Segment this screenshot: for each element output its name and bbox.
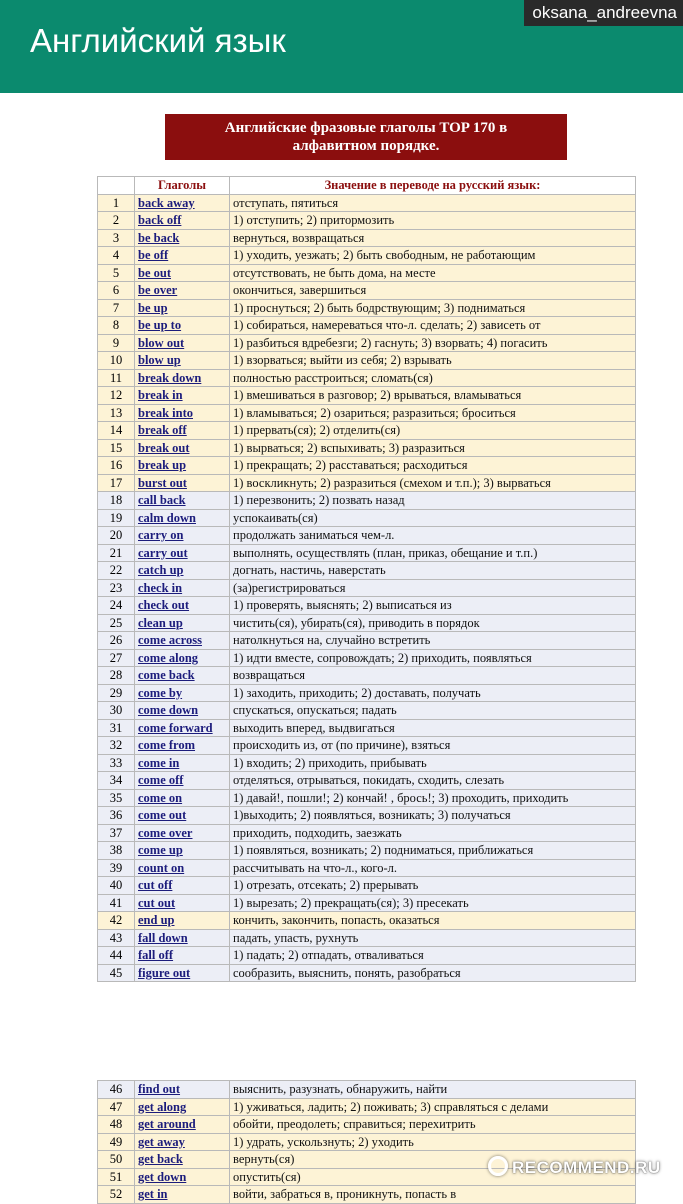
row-number: 36 <box>98 807 135 825</box>
table-row <box>98 859 636 877</box>
table-row <box>98 719 636 737</box>
verb-cell <box>135 527 230 545</box>
table-row <box>98 702 636 720</box>
row-number: 29 <box>98 684 135 702</box>
verb-link[interactable]: calm down <box>138 510 196 525</box>
verb-link[interactable]: break in <box>138 388 183 402</box>
verb-link[interactable]: come up <box>138 843 183 857</box>
row-number: 19 <box>98 509 135 527</box>
row-number: 51 <box>98 1168 135 1186</box>
verb-link[interactable]: come out <box>138 808 187 822</box>
row-number: 39 <box>98 859 135 877</box>
row-number: 48 <box>98 1116 135 1134</box>
meaning-cell: обойти, преодолеть; справиться; перехитрить <box>230 1116 636 1134</box>
verb-link[interactable]: be over <box>138 283 178 297</box>
meaning-cell: выходить вперед, выдвигаться <box>230 719 636 737</box>
row-number: 1 <box>98 194 135 212</box>
meaning-cell: 1) взорваться; выйти из себя; 2) взрывать <box>230 352 636 370</box>
verb-link[interactable]: come across <box>138 633 202 647</box>
table-row <box>98 947 636 965</box>
row-number: 13 <box>98 404 135 422</box>
table-row <box>98 387 636 405</box>
meaning-cell: (за)регистрироваться <box>230 579 636 597</box>
meaning-cell: 1) прервать(ся); 2) отделить(ся) <box>230 422 636 440</box>
verb-cell <box>135 737 230 755</box>
verb-cell <box>135 509 230 527</box>
meaning-cell: отсутствовать, не быть дома, на месте <box>230 264 636 282</box>
meaning-cell: чистить(ся), убирать(ся), приводить в порядок <box>230 614 636 632</box>
verb-link[interactable]: come from <box>138 738 196 752</box>
row-number: 23 <box>98 579 135 597</box>
verb-link[interactable]: be out <box>138 265 171 280</box>
verb-link[interactable]: carry on <box>138 528 184 542</box>
verb-cell <box>135 1151 230 1169</box>
verb-link[interactable]: clean up <box>138 615 183 630</box>
verb-cell <box>135 544 230 562</box>
table-row <box>98 964 636 982</box>
recommend-logo-icon <box>488 1156 508 1176</box>
table-row <box>98 404 636 422</box>
meaning-cell: войти, забраться в, проникнуть, попасть в <box>230 1186 636 1204</box>
table-row <box>98 194 636 212</box>
meaning-cell: 1) отрезать, отсекать; 2) прерывать <box>230 877 636 895</box>
meaning-cell: приходить, подходить, заезжать <box>230 824 636 842</box>
meaning-cell: 1) появляться, возникать; 2) подниматься, приближаться <box>230 842 636 860</box>
verb-link[interactable]: come on <box>138 790 183 805</box>
verb-link[interactable]: break into <box>138 405 193 420</box>
table-row <box>98 492 636 510</box>
table-row <box>98 667 636 685</box>
meaning-cell: выполнять, осуществлять (план, приказ, обещание и т.п.) <box>230 544 636 562</box>
verb-cell <box>135 877 230 895</box>
meaning-cell: спускаться, опускаться; падать <box>230 702 636 720</box>
meaning-cell: 1)выходить; 2) появляться, возникать; 3) получаться <box>230 807 636 825</box>
row-number: 21 <box>98 544 135 562</box>
row-number: 2 <box>98 212 135 230</box>
table-row <box>98 1186 636 1204</box>
verb-link[interactable]: get back <box>138 1152 183 1166</box>
verb-cell <box>135 404 230 422</box>
table-header-row <box>98 177 636 195</box>
table-row <box>98 264 636 282</box>
row-number: 6 <box>98 282 135 300</box>
verb-cell <box>135 947 230 965</box>
verb-link[interactable]: back away <box>138 195 195 210</box>
row-number: 17 <box>98 474 135 492</box>
meaning-cell: 1) вламываться; 2) озариться; разразиться; броситься <box>230 404 636 422</box>
verb-cell <box>135 562 230 580</box>
meaning-cell: 1) отступить; 2) притормозить <box>230 212 636 230</box>
verb-cell <box>135 702 230 720</box>
verb-cell <box>135 807 230 825</box>
meaning-cell: возвращаться <box>230 667 636 685</box>
meaning-cell: кончить, закончить, попасть, оказаться <box>230 912 636 930</box>
row-number: 28 <box>98 667 135 685</box>
verb-cell <box>135 894 230 912</box>
table-row <box>98 1081 636 1099</box>
table-row <box>98 1116 636 1134</box>
app-header <box>0 0 683 93</box>
row-number: 7 <box>98 299 135 317</box>
header-verbs-cell: Глаголы <box>135 177 230 195</box>
verb-link[interactable]: fall down <box>138 930 188 945</box>
meaning-cell: 1) падать; 2) отпадать, отваливаться <box>230 947 636 965</box>
verb-link[interactable]: carry out <box>138 545 188 560</box>
table-row <box>98 474 636 492</box>
row-number: 9 <box>98 334 135 352</box>
meaning-cell: отделяться, отрываться, покидать, сходить, слезать <box>230 772 636 790</box>
table-row <box>98 579 636 597</box>
verb-cell <box>135 964 230 982</box>
table-row <box>98 597 636 615</box>
table-row <box>98 877 636 895</box>
verb-cell <box>135 597 230 615</box>
meaning-cell: 1) собираться, намереваться что-л. сделать; 2) зависеть от <box>230 317 636 335</box>
meaning-cell: продолжать заниматься чем-л. <box>230 527 636 545</box>
meaning-cell: 1) уживаться, ладить; 2) поживать; 3) справляться с делами <box>230 1098 636 1116</box>
table-row <box>98 842 636 860</box>
verb-link[interactable]: break out <box>138 440 190 455</box>
verb-link[interactable]: call back <box>138 493 186 507</box>
row-number: 4 <box>98 247 135 265</box>
verb-link[interactable]: find out <box>138 1082 181 1096</box>
table-row <box>98 632 636 650</box>
row-number: 24 <box>98 597 135 615</box>
table-row <box>98 649 636 667</box>
meaning-cell: происходить из, от (по причине), взяться <box>230 737 636 755</box>
row-number: 20 <box>98 527 135 545</box>
meaning-cell: 1) идти вместе, сопровождать; 2) приходить, появляться <box>230 649 636 667</box>
table-row <box>98 894 636 912</box>
table-row <box>98 457 636 475</box>
meaning-cell: окончиться, завершиться <box>230 282 636 300</box>
verb-cell <box>135 929 230 947</box>
table-row <box>98 212 636 230</box>
table-row <box>98 824 636 842</box>
verb-link[interactable]: burst out <box>138 475 187 490</box>
verb-cell <box>135 859 230 877</box>
verb-link[interactable]: be up to <box>138 318 182 332</box>
verb-link[interactable]: break down <box>138 370 202 385</box>
meaning-cell: 1) прекращать; 2) расставаться; расходиться <box>230 457 636 475</box>
row-number: 46 <box>98 1081 135 1099</box>
table-row <box>98 614 636 632</box>
row-number: 49 <box>98 1133 135 1151</box>
meaning-cell: успокаивать(ся) <box>230 509 636 527</box>
watermark-text: RECOMMEND.RU <box>512 1158 661 1177</box>
verb-link[interactable]: get in <box>138 1187 168 1201</box>
meaning-cell: вернуть(ся) <box>230 1151 636 1169</box>
meaning-cell: 1) проверять, выяснять; 2) выписаться из <box>230 597 636 615</box>
verb-link[interactable]: break off <box>138 423 187 437</box>
row-number: 3 <box>98 229 135 247</box>
meaning-cell: догнать, настичь, наверстать <box>230 562 636 580</box>
verb-cell <box>135 247 230 265</box>
phrasal-verbs-table <box>97 176 636 982</box>
table-row <box>98 772 636 790</box>
row-number: 8 <box>98 317 135 335</box>
verb-cell <box>135 1168 230 1186</box>
table-row <box>98 789 636 807</box>
verb-cell <box>135 1186 230 1204</box>
row-number: 47 <box>98 1098 135 1116</box>
verb-link[interactable]: end up <box>138 913 175 927</box>
verb-cell <box>135 912 230 930</box>
meaning-cell: отступать, пятиться <box>230 194 636 212</box>
row-number: 15 <box>98 439 135 457</box>
table-row <box>98 544 636 562</box>
verb-link[interactable]: get down <box>138 1169 187 1184</box>
verb-cell <box>135 1116 230 1134</box>
row-number: 12 <box>98 387 135 405</box>
meaning-cell: опустить(ся) <box>230 1168 636 1186</box>
verb-link[interactable]: count on <box>138 860 185 875</box>
verb-cell <box>135 474 230 492</box>
watermark <box>488 1156 661 1178</box>
meaning-cell: 1) вырваться; 2) вспыхивать; 3) разразиться <box>230 439 636 457</box>
verb-cell <box>135 212 230 230</box>
table-row <box>98 684 636 702</box>
verb-cell <box>135 369 230 387</box>
verb-link[interactable]: come forward <box>138 720 213 735</box>
row-number: 38 <box>98 842 135 860</box>
row-number: 42 <box>98 912 135 930</box>
table-row <box>98 369 636 387</box>
table-row <box>98 929 636 947</box>
row-number: 52 <box>98 1186 135 1204</box>
row-number: 45 <box>98 964 135 982</box>
row-number: 37 <box>98 824 135 842</box>
meaning-cell: 1) разбиться вдребезги; 2) гаснуть; 3) взорвать; 4) погасить <box>230 334 636 352</box>
author-name[interactable]: oksana_andreevna <box>524 0 683 26</box>
meaning-cell: 1) давай!, пошли!; 2) кончай! , брось!; 3) проходить, приходить <box>230 789 636 807</box>
verb-link[interactable]: come along <box>138 650 199 665</box>
verb-cell <box>135 492 230 510</box>
meaning-cell: 1) вырезать; 2) прекращать(ся); 3) пресекать <box>230 894 636 912</box>
verb-cell <box>135 1081 230 1099</box>
table-row <box>98 439 636 457</box>
verb-link[interactable]: get away <box>138 1134 185 1149</box>
verb-cell <box>135 1098 230 1116</box>
verb-link[interactable]: blow up <box>138 353 181 367</box>
verb-cell <box>135 457 230 475</box>
meaning-cell: 1) уходить, уезжать; 2) быть свободным, не работающим <box>230 247 636 265</box>
verb-link[interactable]: catch up <box>138 563 184 577</box>
verb-cell <box>135 789 230 807</box>
verb-cell <box>135 229 230 247</box>
verb-link[interactable]: get around <box>138 1117 196 1131</box>
row-number: 50 <box>98 1151 135 1169</box>
row-number: 14 <box>98 422 135 440</box>
row-number: 10 <box>98 352 135 370</box>
table-row <box>98 229 636 247</box>
verb-cell <box>135 579 230 597</box>
verb-cell <box>135 299 230 317</box>
verb-link[interactable]: fall off <box>138 948 174 962</box>
verb-link[interactable]: blow out <box>138 335 185 350</box>
table-row <box>98 1098 636 1116</box>
row-number: 43 <box>98 929 135 947</box>
verb-link[interactable]: come back <box>138 668 195 682</box>
phrasal-verbs-table-continued <box>97 1080 636 1204</box>
verb-cell <box>135 352 230 370</box>
verb-cell <box>135 264 230 282</box>
header-number-cell <box>98 177 135 195</box>
verb-link[interactable]: be off <box>138 248 169 262</box>
row-number: 30 <box>98 702 135 720</box>
meaning-cell: сообразить, выяснить, понять, разобраться <box>230 964 636 982</box>
meaning-cell: падать, упасть, рухнуть <box>230 929 636 947</box>
row-number: 44 <box>98 947 135 965</box>
table-row <box>98 1133 636 1151</box>
verb-cell <box>135 684 230 702</box>
verb-cell <box>135 719 230 737</box>
table-row <box>98 737 636 755</box>
table-row <box>98 282 636 300</box>
verb-link[interactable]: come off <box>138 773 184 787</box>
verb-link[interactable]: come by <box>138 685 183 700</box>
row-number: 41 <box>98 894 135 912</box>
row-number: 22 <box>98 562 135 580</box>
verb-cell <box>135 667 230 685</box>
verb-link[interactable]: come over <box>138 825 193 840</box>
table-row <box>98 562 636 580</box>
table-row <box>98 422 636 440</box>
verb-cell <box>135 317 230 335</box>
verb-cell <box>135 754 230 772</box>
meaning-cell: 1) входить; 2) приходить, прибывать <box>230 754 636 772</box>
verb-link[interactable]: be back <box>138 230 180 245</box>
verb-link[interactable]: get along <box>138 1099 187 1114</box>
table-row <box>98 807 636 825</box>
meaning-cell: вернуться, возвращаться <box>230 229 636 247</box>
verb-link[interactable]: come down <box>138 703 199 717</box>
verb-cell <box>135 422 230 440</box>
meaning-cell: натолкнуться на, случайно встретить <box>230 632 636 650</box>
meaning-cell: 1) заходить, приходить; 2) доставать, получать <box>230 684 636 702</box>
verb-cell <box>135 649 230 667</box>
meaning-cell: выяснить, разузнать, обнаружить, найти <box>230 1081 636 1099</box>
header-meaning-cell: Значение в переводе на русский язык: <box>230 177 636 195</box>
verb-link[interactable]: figure out <box>138 965 191 980</box>
verb-link[interactable]: cut off <box>138 878 173 892</box>
row-number: 32 <box>98 737 135 755</box>
table-row <box>98 247 636 265</box>
table-row <box>98 299 636 317</box>
verb-cell <box>135 1133 230 1151</box>
verb-cell <box>135 632 230 650</box>
meaning-cell: 1) воскликнуть; 2) разразиться (смехом и т.п.); 3) вырваться <box>230 474 636 492</box>
meaning-cell: 1) удрать, ускользнуть; 2) уходить <box>230 1133 636 1151</box>
table-banner: Английские фразовые глаголы TOP 170 в алфавитном порядке. <box>165 114 567 160</box>
row-number: 16 <box>98 457 135 475</box>
table-row <box>98 352 636 370</box>
table-row <box>98 317 636 335</box>
meaning-cell: полностью расстроиться; сломать(ся) <box>230 369 636 387</box>
meaning-cell: рассчитывать на что-л., кого-л. <box>230 859 636 877</box>
table-row <box>98 912 636 930</box>
row-number: 40 <box>98 877 135 895</box>
verb-cell <box>135 824 230 842</box>
verb-link[interactable]: come in <box>138 755 180 770</box>
verb-link[interactable]: break up <box>138 458 187 472</box>
page-title: Английский язык <box>30 22 286 59</box>
verb-link[interactable]: check in <box>138 580 183 595</box>
row-number: 25 <box>98 614 135 632</box>
table-row <box>98 334 636 352</box>
verb-cell <box>135 387 230 405</box>
verb-cell <box>135 842 230 860</box>
verb-cell <box>135 439 230 457</box>
verb-cell <box>135 614 230 632</box>
verb-cell <box>135 772 230 790</box>
row-number: 33 <box>98 754 135 772</box>
verb-link[interactable]: be up <box>138 300 168 315</box>
verb-link[interactable]: check out <box>138 598 190 612</box>
meaning-cell: 1) вмешиваться в разговор; 2) врываться, вламываться <box>230 387 636 405</box>
row-number: 11 <box>98 369 135 387</box>
meaning-cell: 1) перезвонить; 2) позвать назад <box>230 492 636 510</box>
row-number: 18 <box>98 492 135 510</box>
row-number: 31 <box>98 719 135 737</box>
verb-link[interactable]: back off <box>138 213 182 227</box>
verb-cell <box>135 282 230 300</box>
verb-link[interactable]: cut out <box>138 895 176 910</box>
row-number: 26 <box>98 632 135 650</box>
verb-cell <box>135 194 230 212</box>
meaning-cell: 1) проснуться; 2) быть бодрствующим; 3) подниматься <box>230 299 636 317</box>
row-number: 5 <box>98 264 135 282</box>
verb-cell <box>135 334 230 352</box>
row-number: 34 <box>98 772 135 790</box>
table-row <box>98 527 636 545</box>
row-number: 27 <box>98 649 135 667</box>
row-number: 35 <box>98 789 135 807</box>
table-row <box>98 754 636 772</box>
table-row <box>98 509 636 527</box>
